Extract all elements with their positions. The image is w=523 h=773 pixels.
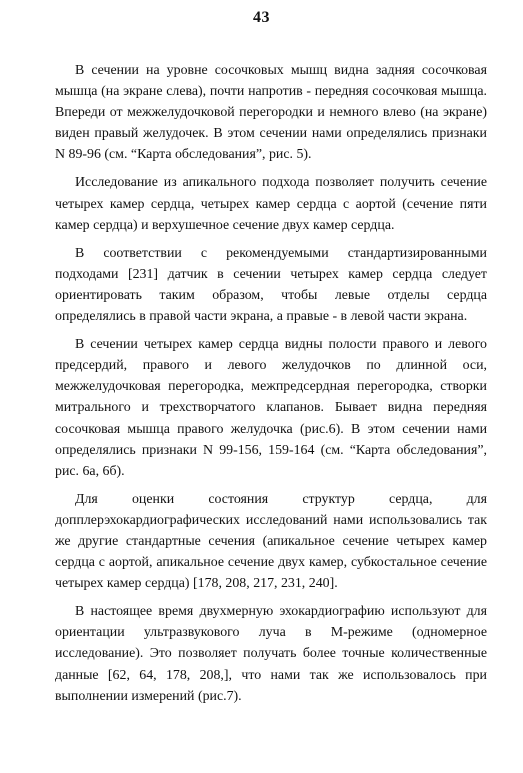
paragraph-3: В соответствии с рекомендуемыми стандартизированными подходами [231] датчик в сечении четырех камер сердца следует ориентировать таким образом, чтобы левые отделы сердца определялись в правой части экрана, а правые - в левой части экрана. <box>55 245 487 325</box>
paragraph-1: В сечении на уровне сосочковых мышц видна задняя сосочковая мышца (на экране слева), почти напротив - передняя сосочковая мышца. Впереди от межжелудочковой перегородки и немного влево (на экране) виден правый желудочек. В этом сечении нами определялись признаки N 89-96 (см. “Карта обследования”, рис. 5). <box>55 63 487 163</box>
paragraph-2: Исследование из апикального подхода позволяет получить сечение четырех камер сердца, четырех камер сердца с аортой (сечение пяти камер сердца) и верхушечное сечение двух камер сердца. <box>55 175 487 233</box>
paragraph-4: В сечении четырех камер сердца видны полости правого и левого предсердий, правого и левого желудочков по длинной оси, межжелудочковая перегородка, межпредсердная перегородка, створки митрального и трехстворчатого клапанов. Бывает видна передняя сосочковая мышца правого желудочка (рис.6). В этом сечении нами определялись признаки N 99-156, 159-164 (см. “Карта обследования”, рис. 6а, 6б). <box>55 337 487 479</box>
paragraph-5: Для оценки состояния структур сердца, для допплерэхокардиографических исследований нами использовались так же другие стандартные сечения (апикальное сечение четырех камер сердца с аортой, апикальное сечение двух камер, субкостальное сечение четырех камер сердца) [178, 208, 217, 231, 240]. <box>55 491 487 592</box>
paragraph-6: В настоящее время двухмерную эхокардиографию используют для ориентации ультразвукового луча в М-режиме (одномерное исследование). Это позволяет получать более точные количественные данные [62, 64, 178, 208,], что нами так же использовалось при выполнении измерений (рис.7). <box>55 604 487 704</box>
page-number: 43 <box>253 9 270 26</box>
text-body <box>55 60 487 707</box>
